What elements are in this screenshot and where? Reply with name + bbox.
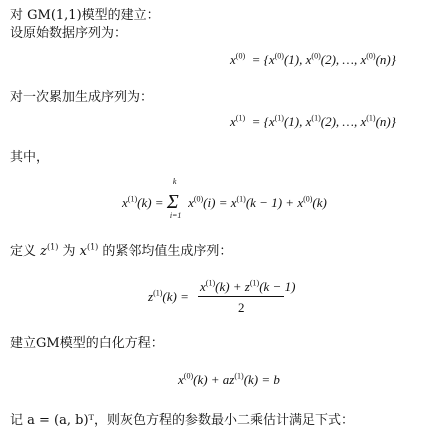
mean-numerator: $x^{(1)}(k) + z^{(1)}(k - 1)$ [200,278,296,294]
sum-lower-limit: i=1 [169,211,182,220]
mean-sequence-label: 定义 $z^{(1)}$ 为 $x^{(1)}$ 的紧邻均值生成序列： [10,242,233,259]
parameter-estimation-label: 记 a = (a, b)ᵀ，则灰色方程的参数最小二乘估计满足下式： [10,413,354,428]
cumulative-sum-equation: $x^{(1)}(k)$ = k Σ i=1 $x^{(0)}(i) = x^{(1)}(k - 1) + x^{(0)}(k)$ [122,177,327,220]
x1-sequence-equation: $x^{(1)} = \{x^{(1)}(1)$, $x^{(1)}(2)$, …, $x^{(1)}(n)$} [230,113,396,129]
intro-line-1: 对 GM(1,1)模型的建立： [10,8,160,23]
accumulated-sequence-label: 对一次累加生成序列为： [10,90,154,105]
sum-upper-limit: k [172,177,177,186]
mean-denominator: 2 [238,300,245,315]
x0-symbol: x [230,52,236,67]
mean-equation: $z^{(1)}(k)$ = [148,288,189,304]
summation-symbol: Σ [166,191,179,213]
fraction-bar [198,296,284,297]
x0-sequence-equation: $x^{(0)} = \{x^{(0)}(1)$, $x^{(0)}(2)$, …, $x^{(0)}(n)$} [230,51,396,67]
whitening-equation: $x^{(0)}(k) + az^{(1)}(k) = b$ [178,371,280,387]
whitening-equation-label: 建立GM模型的白化方程： [10,336,164,351]
intro-line-2: 设原始数据序列为： [10,26,128,41]
where-label: 其中， [10,150,50,165]
